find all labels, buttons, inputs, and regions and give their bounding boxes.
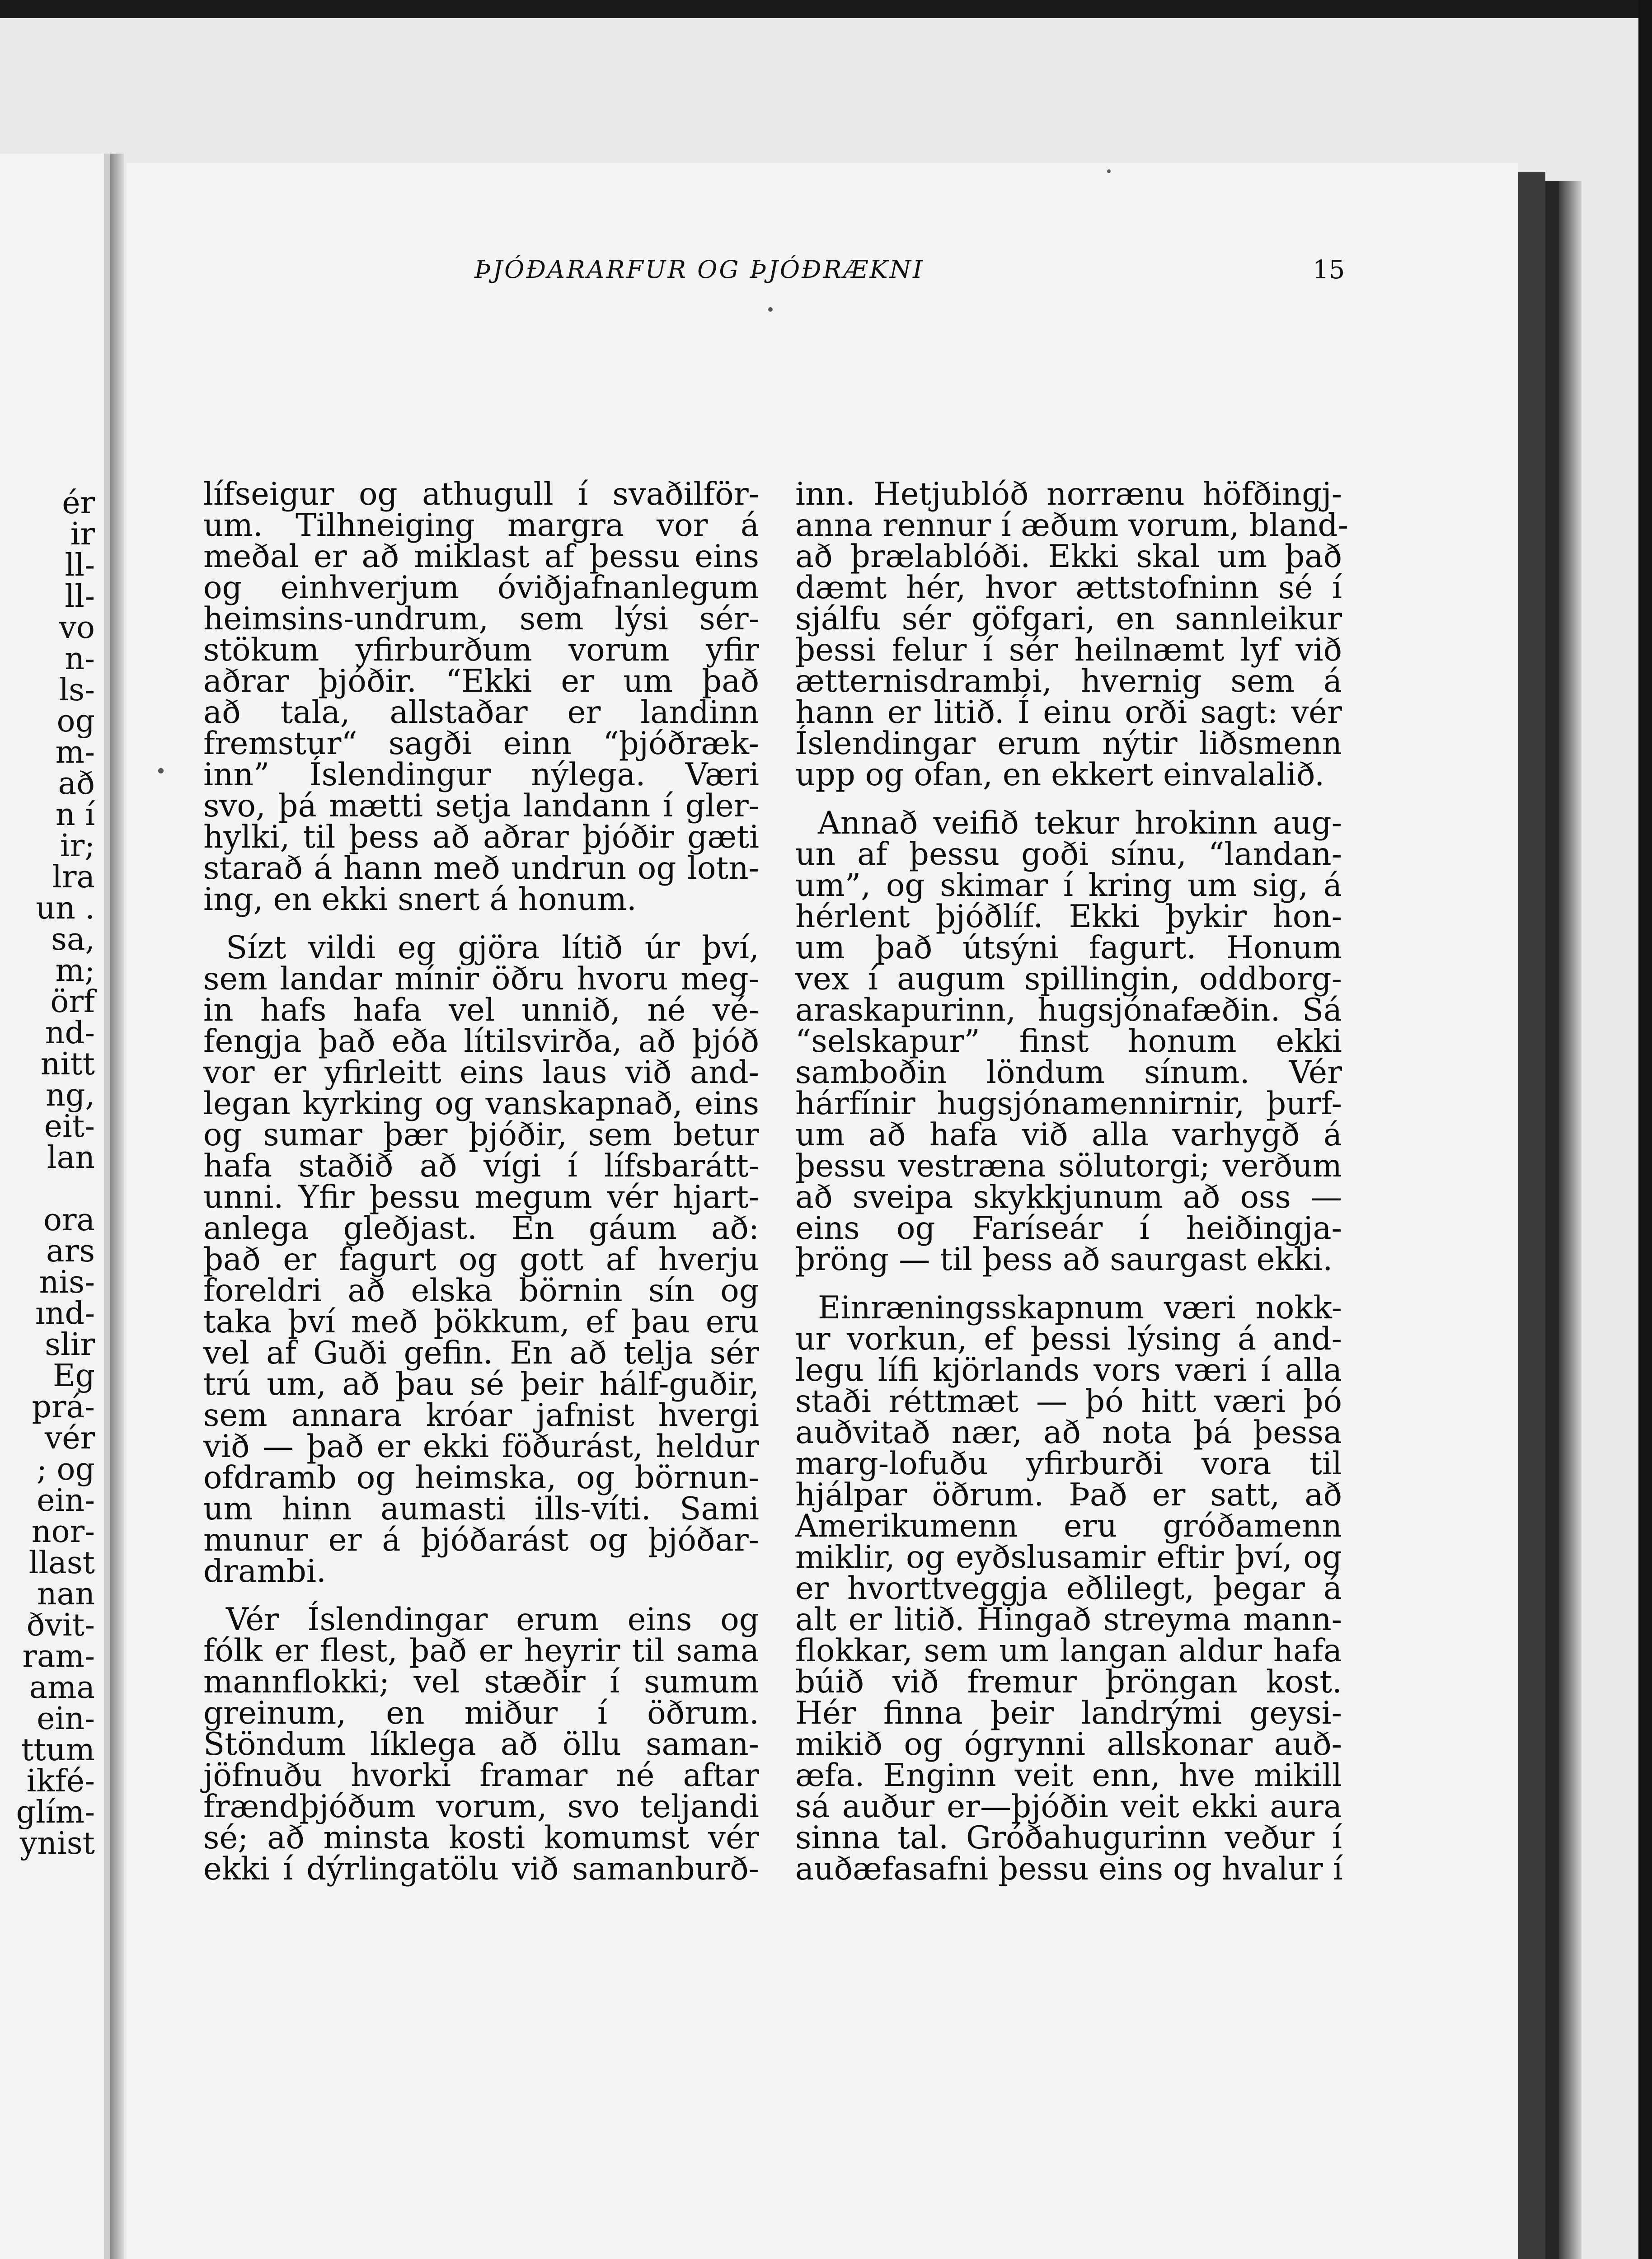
previous-page-fragment: ein- [37,1701,95,1737]
previous-page-fragment: ınd- [35,1296,95,1331]
text-line: dæmt hér, hvor ættstofninn sé í [795,570,1342,606]
previous-page-fragment: ll- [65,548,95,583]
text-line: stökum yfirburðum vorum yfir [203,632,759,668]
previous-page-fragment: ll- [65,579,95,614]
text-line: foreldri að elska börnin sín og [203,1273,759,1309]
previous-page-fragment: ér [62,485,95,521]
text-line: búið við fremur þröngan kost. [795,1664,1342,1700]
previous-page-fragment: ora [43,1202,95,1238]
text-line: Annað veifið tekur hrokinn aug- [818,805,1342,841]
dust-speck [1107,169,1111,173]
film-border-top [0,0,1652,18]
previous-page-fragment: ama [29,1670,95,1706]
previous-page-fragment: n í [55,797,95,833]
text-line: ing, en ekki snert á honum. [203,881,637,918]
previous-page-fragment: ir [70,516,95,552]
previous-page-fragment: ðvit- [26,1608,95,1643]
text-line: un af þessu goði sínu, “landan- [795,836,1342,872]
previous-page-fragment: prá- [32,1389,95,1425]
text-line: marg-lofuðu yfirburði vora til [795,1446,1342,1482]
text-line: vex í augum spillingin, oddborg- [795,961,1342,997]
previous-page-fragment: að [58,766,95,801]
previous-page-fragment: nan [37,1576,95,1612]
text-line: auðæfasafni þessu eins og hvalur í [795,1851,1343,1887]
text-line: að sveipa skykkjunum að oss — [795,1179,1342,1215]
text-line: sem landar mínir öðru hvoru meg- [203,961,759,997]
text-line: mikið og ógrynni allskonar auð- [795,1726,1342,1762]
previous-page-fragment: slir [45,1327,95,1363]
previous-page-fragment: ynist [19,1826,95,1861]
text-column-right [795,476,1348,1887]
film-border-right [1638,0,1652,2259]
text-line: það er fagurt og gott af hverju [203,1242,759,1278]
text-line: staði réttmæt — þó hitt væri þó [795,1383,1342,1420]
text-line: þröng — til þess að saurgast ekki. [795,1242,1333,1278]
dust-speck [158,768,164,773]
text-line: upp og ofan, en ekkert einvalalið. [795,757,1325,793]
text-line: meðal er að miklast af þessu eins [203,539,759,575]
text-line: mannflokki; vel stæðir í sumum [203,1664,759,1700]
previous-page-fragment: eit- [44,1109,95,1144]
text-line: og einhverjum óviðjafnanlegum [203,570,759,606]
text-line: aðrar þjóðir. “Ekki er um það [203,663,759,699]
previous-page-fragment: ir; [60,828,95,864]
dust-speck [768,307,773,312]
text-line: við — það er ekki föðurást, heldur [203,1429,759,1465]
text-line: heimsins-undrum, sem lýsi sér- [203,601,759,637]
previous-page-fragment: glím- [16,1795,95,1830]
previous-page-fragment: sa, [51,922,95,957]
previous-page-fragment: lra [52,859,95,895]
previous-page-fragment: m- [55,735,95,770]
text-line: sem annara króar jafnist hvergi [203,1397,759,1434]
text-line: að tala, allstaðar er landinn [203,694,759,731]
text-line: hárfínir hugsjónamennirnir, þurf- [795,1086,1342,1122]
text-line: sé; að minsta kosti komumst vér [203,1820,759,1856]
text-line: Sízt vildi eg gjöra lítið úr því, [226,930,759,966]
text-line: munur er á þjóðarást og þjóðar- [203,1522,759,1558]
previous-page-edge [0,154,110,2259]
previous-page-fragment: ttum [21,1732,95,1768]
text-line: auðvitað nær, að nota þá þessa [795,1415,1342,1451]
previous-page-fragment: Eg [52,1358,95,1394]
text-line: vor er yfirleitt eins laus við and- [203,1055,759,1091]
text-line: sinna tal. Gróðahugurinn veður í [795,1820,1342,1856]
page-number: 15 [1313,255,1345,285]
previous-page-fragment: nis- [39,1265,95,1300]
text-line: um”, og skimar í kring um sig, á [795,867,1342,904]
text-line: “selskapur” finst honum ekki [795,1023,1342,1059]
text-line: lífseigur og athugull í svaðilför- [203,476,759,512]
text-line: ofdramb og heimska, og börnun- [203,1460,759,1496]
previous-page-fragment: lan [47,1140,95,1176]
previous-page-fragment: ikfé- [26,1763,95,1799]
text-line: unni. Yfir þessu megum vér hjart- [203,1179,759,1215]
text-line: vel af Guði gefin. En að telja sér [203,1335,759,1371]
previous-page-fragment: ls- [59,672,95,708]
text-line: drambi. [203,1553,326,1589]
text-line: Hér finna þeir landrými geysi- [795,1695,1342,1731]
text-line: greinum, en miður í öðrum. [203,1695,759,1731]
text-line: æfa. Enginn veit enn, hve mikill [795,1758,1342,1794]
text-line: er hvorttveggja eðlilegt, þegar á [795,1570,1342,1607]
text-line: og sumar þær þjóðir, sem betur [203,1117,759,1153]
text-line: Einræningsskapnum væri nokk- [818,1290,1342,1326]
previous-page-fragment: ars [46,1233,95,1269]
text-line: samboðin löndum sínum. Vér [795,1055,1342,1091]
text-line: starað á hann með undrun og lotn- [203,850,759,886]
text-line: Stöndum líklega að öllu saman- [203,1726,759,1762]
previous-page-fragment: ng, [46,1078,95,1113]
previous-page-fragment: nor- [31,1514,95,1550]
text-line: trú um, að þau sé þeir hálf-guðir, [203,1366,759,1402]
text-line: legan kyrking og vanskapnað, eins [203,1086,759,1122]
previous-page-fragment: og [56,703,95,739]
text-line: inn” Íslendingur nýlega. Væri [203,757,759,793]
text-line: ætternisdrambi, hvernig sem á [795,663,1342,699]
text-line: legu lífi kjörlands vors væri í alla [795,1352,1342,1388]
text-line: hann er litið. Í einu orði sagt: vér [795,694,1342,731]
previous-page-fragment: vér [44,1420,95,1456]
text-line: um hinn aumasti ills-víti. Sami [203,1491,759,1527]
previous-page-fragment: ram- [22,1639,95,1674]
text-line: um að hafa við alla varhygð á [795,1117,1342,1153]
text-line: um það útsýni fagurt. Honum [795,930,1342,966]
previous-page-fragment: nd- [45,1015,95,1051]
text-line: inn. Hetjublóð norrænu höfðingj- [795,476,1342,512]
text-line: Vér Íslendingar erum eins og [226,1602,759,1638]
text-line: þessi felur í sér heilnæmt lyf við [795,632,1342,668]
text-line: eins og Faríseár í heiðingja- [795,1210,1342,1247]
text-line: hylki, til þess að aðrar þjóðir gæti [203,819,759,855]
previous-page-fragment: ; og [37,1452,95,1487]
text-line: anlega gleðjast. En gáum að: [203,1210,759,1247]
text-line: taka því með þökkum, ef þau eru [203,1304,759,1340]
book-gutter [110,154,124,2259]
text-line: þessu vestræna sölutorgi; verðum [795,1148,1342,1184]
text-column-left [203,476,759,1887]
text-line: Amerikumenn eru gróðamenn [795,1508,1342,1544]
text-line: um. Tilhneiging margra vor á [203,507,759,544]
text-line: jöfnuðu hvorki framar né aftar [203,1758,759,1794]
text-line: flokkar, sem um langan aldur hafa [795,1633,1342,1669]
running-header: ÞJÓÐARARFUR OG ÞJÓÐRÆKNI [474,255,925,284]
text-line: svo, þá mætti setja landann í gler- [203,788,759,824]
previous-page-fragment: un . [36,890,95,926]
page-shadow [1518,181,1582,2259]
text-line: in hafs hafa vel unnið, né vé- [203,992,759,1028]
previous-page-fragment: n- [65,641,95,677]
text-line: miklir, og eyðslusamir eftir því, og [795,1539,1342,1575]
text-line: hjálpar öðrum. Það er satt, að [795,1477,1342,1513]
text-line: anna rennur í æðum vorum, bland- [795,507,1348,544]
text-line: að þrælablóði. Ekki skal um það [795,539,1342,575]
text-line: fólk er flest, það er heyrir til sama [203,1633,759,1669]
previous-page-fragment: nitt [40,1046,95,1082]
text-line: fengja það eða lítilsvirða, að þjóð [203,1023,759,1059]
text-line: sjálfu sér göfgari, en sannleikur [795,601,1342,637]
previous-page-fragment: llast [28,1545,95,1581]
text-line: alt er litið. Hingað streyma mann- [795,1602,1342,1638]
previous-page-fragment: m; [55,953,95,989]
text-line: ur vorkun, ef þessi lýsing á and- [795,1321,1342,1357]
text-line: fremstur“ sagði einn “þjóðræk- [203,726,759,762]
text-line: Íslendingar erum nýtir liðsmenn [795,726,1342,762]
text-line: frændþjóðum vorum, svo teljandi [203,1789,759,1825]
previous-page-fragment: vo [59,610,95,646]
text-line: araskapurinn, hugsjónafæðin. Sá [795,992,1342,1028]
text-line: hafa staðið að vígi í lífsbarátt- [203,1148,759,1184]
text-line: sá auður er—þjóðin veit ekki aura [795,1789,1342,1825]
text-line: hérlent þjóðlíf. Ekki þykir hon- [795,899,1342,935]
previous-page-fragment: örf [50,984,95,1020]
previous-page-fragment: ein- [37,1483,95,1518]
text-line: ekki í dýrlingatölu við samanburð- [203,1851,759,1887]
